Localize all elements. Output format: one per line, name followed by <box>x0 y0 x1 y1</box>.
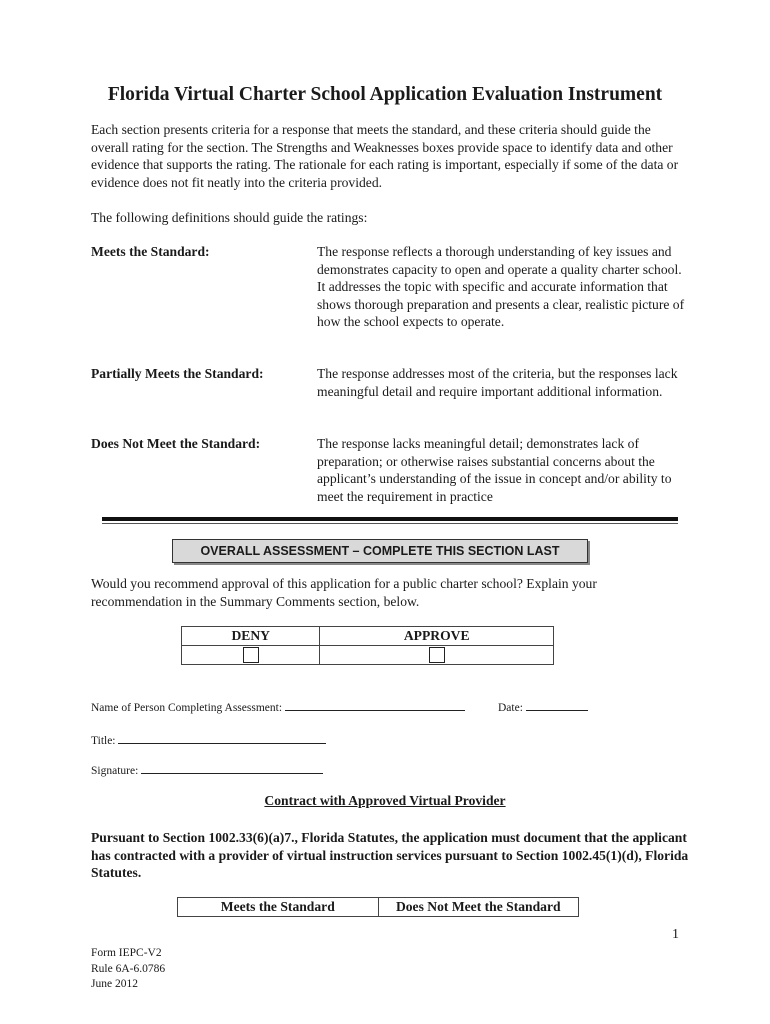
footer-form: Form IEPC-V2 <box>91 947 162 959</box>
definition-label-meets: Meets the Standard: <box>91 244 210 259</box>
section-divider-thin <box>102 523 678 524</box>
contract-text: Pursuant to Section 1002.33(6)(a)7., Florida Statutes, the application must document that the applicant has contracted with a provider of virtual instruction services pursuant to Section 1002.45(1)(d), Florida Statutes. <box>91 830 689 880</box>
signature-input-line[interactable] <box>141 763 323 774</box>
definition-text-partially: The response addresses most of the criteria, but the responses lack meaningful detail and require important additional information. <box>317 366 678 399</box>
date-input-line[interactable] <box>526 700 588 711</box>
title-input-line[interactable] <box>118 733 326 744</box>
signature-label: Signature: <box>91 765 139 777</box>
approve-checkbox[interactable] <box>429 647 445 663</box>
footer-date: June 2012 <box>91 978 138 990</box>
document-title: Florida Virtual Charter School Application Evaluation Instrument <box>107 84 663 105</box>
date-label: Date: <box>498 702 523 714</box>
deny-header: DENY <box>182 627 320 646</box>
deny-cell <box>182 646 320 665</box>
signature-field <box>91 763 323 777</box>
overall-assessment-banner: OVERALL ASSESSMENT – COMPLETE THIS SECTION LAST <box>172 539 588 563</box>
approve-cell <box>320 646 554 665</box>
footer <box>91 946 165 993</box>
definitions-lead: The following definitions should guide the ratings: <box>91 210 368 225</box>
rating-meets[interactable]: Meets the Standard <box>178 898 379 917</box>
definition-text-meets: The response reflects a thorough understanding of key issues and demonstrates capacity to open and operate a quality charter school. It addresses the topic with specific and accurate information that shows thorough preparation and presents a clear, realistic picture of how the school expects to operate. <box>317 244 685 329</box>
definition-text-does-not-meet: The response lacks meaningful detail; demonstrates lack of preparation; or otherwise raises substantial concerns about the applicant’s understanding of the issue in concept and/or ability to meet the requirement in practice <box>317 436 672 504</box>
recommend-question: Would you recommend approval of this application for a public charter school? Explain your recommendation in the Summary Comments section, below. <box>91 576 597 609</box>
name-input-line[interactable] <box>285 700 465 711</box>
deny-checkbox[interactable] <box>243 647 259 663</box>
rating-table <box>177 897 579 917</box>
definition-label-does-not-meet: Does Not Meet the Standard: <box>91 436 261 451</box>
definition-label-partially: Partially Meets the Standard: <box>91 366 264 381</box>
title-label: Title: <box>91 735 116 747</box>
name-label: Name of Person Completing Assessment: <box>91 702 283 714</box>
name-field <box>91 700 465 714</box>
contract-heading: Contract with Approved Virtual Provider <box>264 793 506 808</box>
page-number: 1 <box>672 927 679 942</box>
date-field <box>498 700 588 714</box>
intro-paragraph: Each section presents criteria for a response that meets the standard, and these criteria should guide the overall rating for the section. The Strengths and Weaknesses boxes provide space to identify data and other evidence that supports the rating. The rationale for each rating is important, especially if some of the data or evidence does not fit neatly into the criteria provided. <box>91 122 679 190</box>
section-divider <box>102 517 678 521</box>
approve-header: APPROVE <box>320 627 554 646</box>
rating-does-not-meet[interactable]: Does Not Meet the Standard <box>378 898 579 917</box>
footer-rule: Rule 6A-6.0786 <box>91 962 166 975</box>
decision-table <box>181 626 554 665</box>
title-field <box>91 733 326 747</box>
